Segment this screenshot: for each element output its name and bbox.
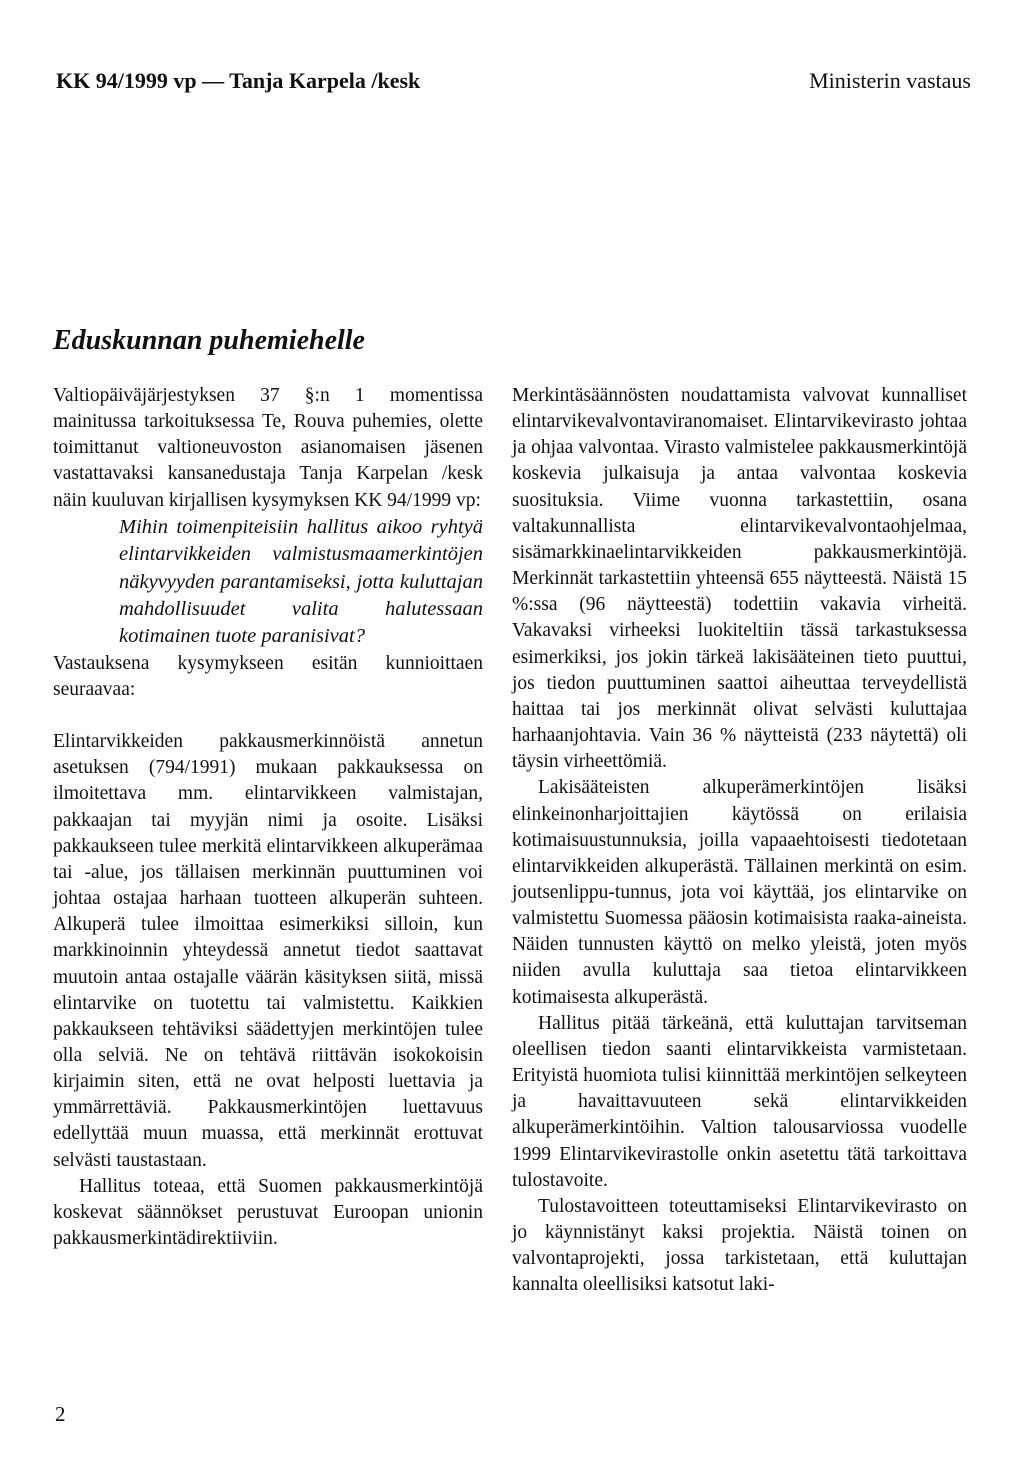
page-number: 2: [55, 1402, 66, 1426]
right-column: [512, 383, 967, 1298]
intro-paragraph: Valtiopäiväjärjestyksen 37 §:n 1 momentissa mainitussa tarkoituksessa Te, Rouva puhemies, olette toimittanut valtioneuvoston asianomaisen jäsenen vastattavaksi kansanedustaja Tanja Karpelan /kesk näin kuuluvan kirjallisen kysymyksen KK 94/1999 vp:: [53, 385, 483, 511]
header-document-reference: KK 94/1999 vp — Tanja Karpela /kesk: [56, 68, 421, 93]
left-column: [53, 383, 483, 1252]
projects-paragraph: Tulostavoitteen toteuttamiseksi Elintarvikevirasto on jo käynnistänyt kaksi projektia. Näistä toinen on valvontaprojekti, jossa tarkistetaan, että kuluttajan kannalta oleellisiksi katsotut laki-: [512, 1195, 967, 1296]
government-priority-paragraph: Hallitus pitää tärkeänä, että kuluttajan tarvitseman oleellisen tiedon saanti elintarvikkeista varmistetaan. Erityistä huomiota tulisi kiinnittää merkintöjen selkeyteen ja havaittavuuteen sekä elintarvikkeiden alkuperämerkintöihin. Valtion talousarviossa vuodelle 1999 Elintarvikevirastolle onkin asetettu tätä tarkoittava tulostavoite.: [512, 1012, 967, 1191]
question-quote: Mihin toimenpiteisiin hallitus aikoo ryhtyä elintarvikkeiden valmistusmaamerkintöjen näkyvyyden parantamiseksi, jotta kuluttajan mahdollisuudet valita halutessaan kotimainen tuote paranisivat?: [119, 515, 483, 648]
addressee-heading: Eduskunnan puhemiehelle: [53, 325, 365, 356]
eu-directive-paragraph: Hallitus toteaa, että Suomen pakkausmerkintöjä koskevat säännökset perustuvat Euroopan unionin pakkausmerkintädirektiiviin.: [53, 1175, 483, 1250]
answer-intro-paragraph: Vastauksena kysymykseen esitän kunnioittaen seuraavaa:: [53, 652, 483, 700]
supervision-paragraph: Merkintäsäännösten noudattamista valvovat kunnalliset elintarvikevalvontaviranomaiset. Elintarvikevirasto johtaa ja ohjaa valvontaa. Virasto valmistelee pakkausmerkintöjä koskevia julkaisuja ja antaa valvontaa koskevia suosituksia. Viime vuonna tarkastettiin, osana valtakunnallista elintarvikevalvontaohjelmaa, sisämarkkinaelintarvikkeiden pakkausmerkintöjä. Merkinnät tarkastettiin yhteensä 655 näytteestä. Näistä 15 %:ssa (96 näytteestä) todettiin vakavia virheitä. Vakavaksi virheeksi luokiteltiin tässä tarkastuksessa esimerkiksi, jos jokin tärkeä lakisääteinen tieto puuttui, jos tiedon puuttuminen saattoi aiheuttaa terveydellistä haittaa tai jos merkinnät olivat selvästi kuluttajaa harhaanjohtavia. Vain 36 % näytteistä (233 näytettä) oli täysin virheettömiä.: [512, 385, 967, 773]
header-section-title: Ministerin vastaus: [809, 68, 971, 93]
labeling-rules-paragraph: Elintarvikkeiden pakkausmerkinnöistä annetun asetuksen (794/1991) mukaan pakkauksessa on ilmoitettava mm. elintarvikkeen valmistajan, pakkaajan tai myyjän nimi ja osoite. Lisäksi pakkaukseen tulee merkitä elintarvikkeen alkuperämaa tai -alue, jos tällaisen merkinnän puuttuminen voi johtaa ostajaa harhaan tuotteen alkuperän suhteen. Alkuperä tulee ilmoittaa esimerkiksi silloin, kun markkinoinnin yhteydessä annetut tiedot saattavat muutoin antaa ostajalle väärän käsityksen siitä, missä elintarvike on tuotettu tai valmistettu. Kaikkien pakkaukseen tehtäviksi säädettyjen merkintöjen tulee olla selviä. Ne on tehtävä riittävän isokokoisin kirjaimin siten, että ne ovat helposti luettavia ja ymmärrettäviä. Pakkausmerkintöjen luettavuus edellyttää muun muassa, että merkinnät erottuvat selvästi taustastaan.: [53, 731, 483, 1171]
origin-marks-paragraph: Lakisääteisten alkuperämerkintöjen lisäksi elinkeinonharjoittajien käytössä on erilaisia kotimaisuustunnuksia, joilla vapaaehtoisesti tiedotetaan elintarvikkeiden alkuperästä. Tällainen merkintä on esim. joutsenlippu-tunnus, jota voi käyttää, jos elintarvike on valmistettu Suomessa pääosin kotimaisista raaka-aineista. Näiden tunnusten käyttö on melko yleistä, joten myös niiden avulla kuluttaja saa tietoa elintarvikkeen kotimaisesta alkuperästä.: [512, 777, 967, 1008]
